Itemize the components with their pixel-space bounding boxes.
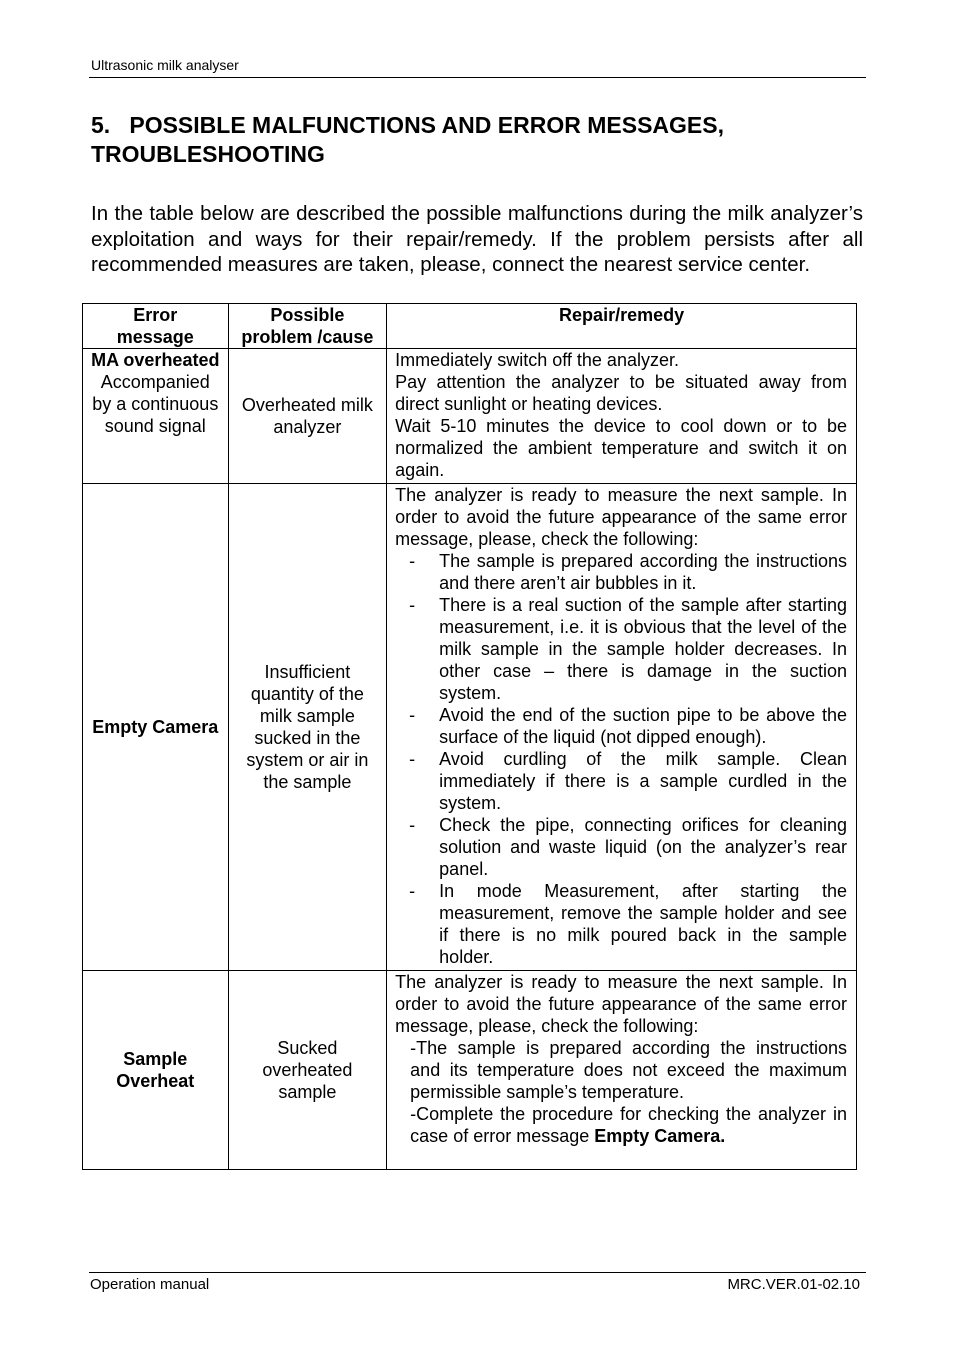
list-item-text: Avoid curdling of the milk sample. Clean immediately if there is a sample curdled in the system. <box>439 749 847 813</box>
malfunctions-table <box>82 303 857 1170</box>
list-item-text: There is a real suction of the sample after starting measurement, i.e. it is obvious that the level of the milk sample in the sample holder decreases. In other case – there is damage in the suction system. <box>439 595 847 703</box>
list-item <box>395 748 847 814</box>
remedy-subitem <box>395 1103 847 1147</box>
header-error-message <box>83 304 229 349</box>
footer-document-title: Operation manual <box>90 1276 210 1293</box>
table-row <box>83 484 857 971</box>
error-cell <box>83 349 229 484</box>
list-item <box>395 594 847 704</box>
header-divider <box>89 77 866 78</box>
dash-bullet: - <box>409 749 416 769</box>
header-possible-cause <box>228 304 387 349</box>
dash-bullet: - <box>409 815 416 835</box>
header-error-line1: Error <box>133 305 178 325</box>
error-label: Empty Camera <box>92 717 219 737</box>
error-label: MA overheated <box>91 350 220 370</box>
remedy-line: Wait 5-10 minutes the device to cool down or to be normalized the ambient temperature and switch it on again. <box>395 416 847 480</box>
error-cell <box>83 484 229 971</box>
dash-bullet: - <box>409 705 416 725</box>
list-item <box>395 814 847 880</box>
remedy-intro: The analyzer is ready to measure the next sample. In order to avoid the future appearance of the same error message, please, check the following: <box>395 972 847 1036</box>
footer-document-code: MRC.VER.01-02.10 <box>727 1276 860 1293</box>
dash-bullet: - <box>409 551 416 571</box>
remedy-cell <box>387 971 857 1170</box>
remedy-cell <box>387 349 857 484</box>
table-header-row <box>83 304 857 349</box>
cause-cell: Insufficient quantity of the milk sample sucked in the system or air in the sample <box>228 484 387 971</box>
dash-bullet: - <box>409 881 416 901</box>
intro-paragraph: In the table below are described the possible malfunctions during the milk analyzer’s exploitation and ways for their repair/remedy. If the problem persists after all recommended measures are taken, please, connect the nearest service center. <box>91 202 863 276</box>
table-row <box>83 349 857 484</box>
section-heading <box>91 111 863 169</box>
footer-divider <box>89 1272 866 1273</box>
list-item-text: Avoid the end of the suction pipe to be above the surface of the liquid (not dipped enough). <box>439 705 847 747</box>
header-cause-line1: Possible <box>270 305 345 325</box>
error-label: Sample Overheat <box>116 1049 195 1091</box>
remedy-subitem-bold: Empty Camera. <box>594 1126 726 1146</box>
remedy-subitem: -The sample is prepared according the instructions and its temperature does not exceed the maximum permissible sample’s temperature. <box>410 1038 847 1102</box>
list-item-text: The sample is prepared according the instructions and there aren’t air bubbles in it. <box>439 551 847 593</box>
header-cause-line2: problem /cause <box>241 327 374 347</box>
remedy-line: Immediately switch off the analyzer. <box>395 350 679 370</box>
list-item-text: In mode Measurement, after starting the measurement, remove the sample holder and see if there is no milk poured back in the sample holder. <box>439 881 847 967</box>
remedy-intro: The analyzer is ready to measure the next sample. In order to avoid the future appearance of the same error message, please, check the following: <box>395 485 847 549</box>
cause-cell: Sucked overheated sample <box>228 971 387 1170</box>
error-cell <box>83 971 229 1170</box>
header-error-line2: message <box>116 327 194 347</box>
running-header: Ultrasonic milk analyser <box>91 57 239 73</box>
list-item <box>395 704 847 748</box>
remedy-line: Pay attention the analyzer to be situated away from direct sunlight or heating devices. <box>395 372 847 414</box>
cause-cell: Overheated milk analyzer <box>228 349 387 484</box>
list-item <box>395 550 847 594</box>
error-note: Accompanied by a continuous sound signal <box>92 372 219 436</box>
header-repair-remedy: Repair/remedy <box>387 304 857 349</box>
list-item-text: Check the pipe, connecting orifices for cleaning solution and waste liquid (on the analyzer’s rear panel. <box>439 815 847 879</box>
remedy-subitem-text: -Complete the procedure for checking the analyzer in case of error message <box>410 1104 847 1146</box>
check-list <box>395 550 847 968</box>
list-item <box>395 880 847 968</box>
remedy-cell <box>387 484 857 971</box>
table-row <box>83 971 857 1170</box>
dash-bullet: - <box>409 595 416 615</box>
section-heading-line2: TROUBLESHOOTING <box>91 141 325 167</box>
section-heading-line1: 5. POSSIBLE MALFUNCTIONS AND ERROR MESSAGES, <box>91 112 724 138</box>
